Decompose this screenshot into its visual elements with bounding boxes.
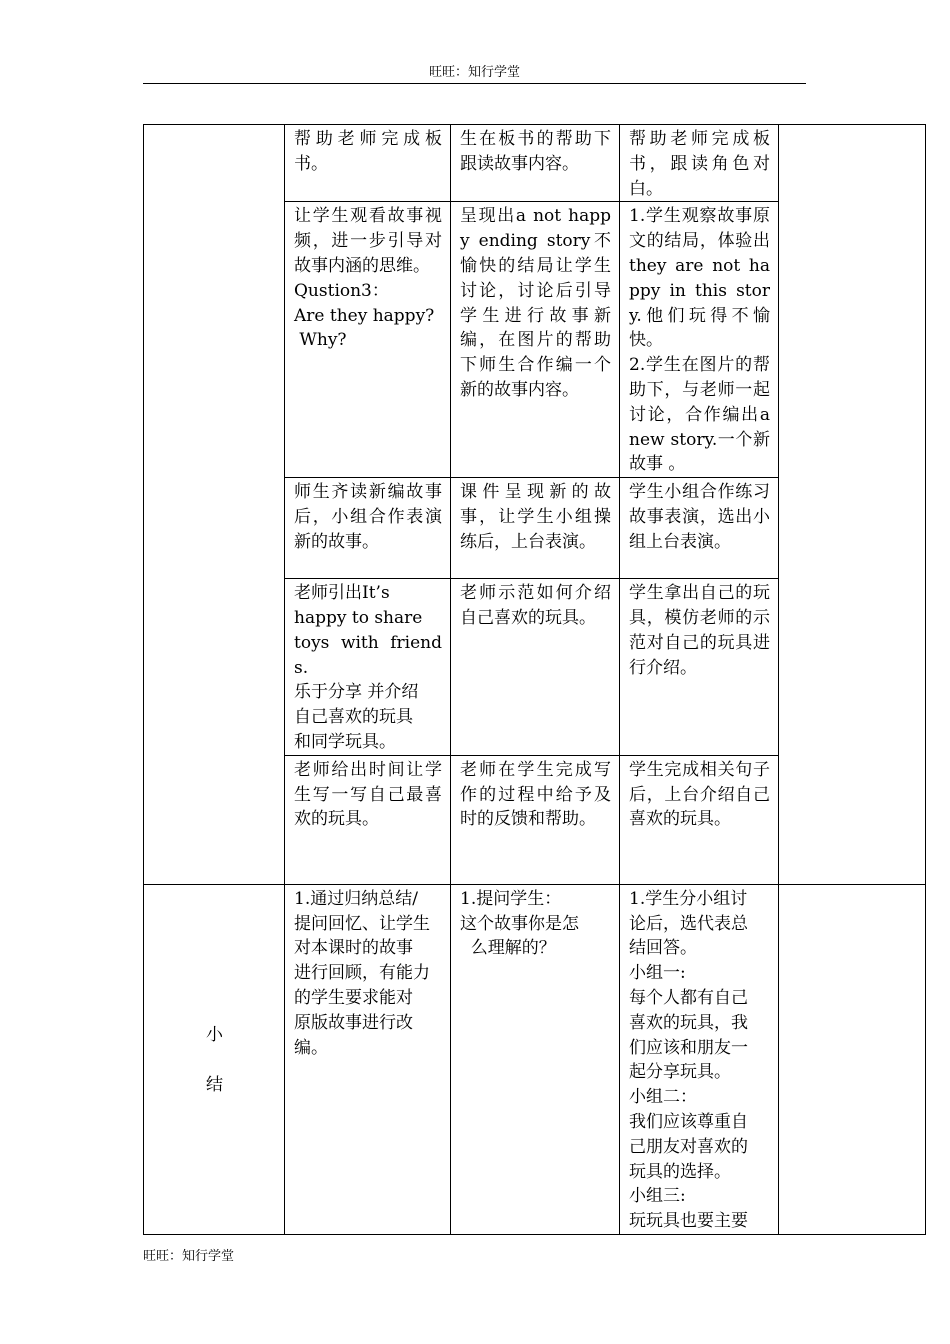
cell-line: Are they happy? xyxy=(294,305,435,326)
summary-row xyxy=(144,884,926,1234)
student-activity-cell xyxy=(620,884,779,1234)
cell-line: 们应该和朋友一 xyxy=(629,1037,748,1058)
cell-line: Why? xyxy=(294,330,347,351)
cell-line: 提问回忆、让学生 xyxy=(294,913,430,934)
cell-line: 己朋友对喜欢的 xyxy=(629,1136,748,1157)
header-rule xyxy=(143,83,806,84)
cell-line: 进行回顾，有能力 xyxy=(294,963,430,984)
table-row xyxy=(144,125,926,202)
teacher-activity-cell xyxy=(285,202,451,478)
student-activity-cell xyxy=(620,202,779,478)
method-cell: 老师示范如何介绍自己喜欢的玩具。 xyxy=(451,579,620,756)
student-activity-cell: 学生小组合作练习故事表演，选出小组上台表演。 xyxy=(620,478,779,579)
cell-line: 这个故事你是怎 xyxy=(460,913,579,934)
cell-line: 小组二： xyxy=(629,1087,697,1108)
cell-line: Qustion3： xyxy=(294,280,389,301)
cell-line: happy to share xyxy=(294,607,423,628)
student-activity-cell: 帮助老师完成板书，跟读角色对白。 xyxy=(620,125,779,202)
cell-line: 我们应该尊重自 xyxy=(629,1111,748,1132)
notes-cell xyxy=(779,884,926,1234)
cell-line: 1.学生分小组讨 xyxy=(629,888,748,909)
method-cell xyxy=(451,884,620,1234)
teacher-activity-cell: 师生齐读新编故事后，小组合作表演新的故事。 xyxy=(285,478,451,579)
cell-line: 论后，选代表总 xyxy=(629,913,748,934)
student-activity-cell: 学生完成相关句子后，上台介绍自己喜欢的玩具。 xyxy=(620,755,779,884)
cell-line: 对本课时的故事 xyxy=(294,938,413,959)
stage-label: 结 xyxy=(206,1074,223,1095)
method-cell: 课件呈现新的故事，让学生小组操练后，上台表演。 xyxy=(451,478,620,579)
teacher-activity-cell xyxy=(285,884,451,1234)
cell-line: 编。 xyxy=(294,1037,328,1058)
cell-line: 小组一: xyxy=(629,963,686,984)
cell-line: 自己喜欢的玩具 xyxy=(294,707,413,728)
method-cell: 老师在学生完成写作的过程中给予及时的反馈和帮助。 xyxy=(451,755,620,884)
cell-line: 让学生观看故事视频，进一步引导对故事内涵的思维。 xyxy=(294,206,442,276)
cell-line: 原版故事进行改 xyxy=(294,1012,413,1033)
stage-cell xyxy=(144,125,285,885)
cell-line: 2.学生在图片的帮助下，与老师一起讨论，合作编出a new story.一个新故事 。 xyxy=(629,355,770,475)
teacher-activity-cell: 老师给出时间让学生写一写自己最喜欢的玩具。 xyxy=(285,755,451,884)
notes-cell xyxy=(779,125,926,885)
cell-line: 玩具的选择。 xyxy=(629,1161,731,1182)
stage-label: 小 xyxy=(206,1024,223,1045)
cell-line: 结回答。 xyxy=(629,938,697,959)
page-header: 旺旺：知行学堂 xyxy=(428,65,520,80)
summary-stage-cell xyxy=(144,884,285,1234)
cell-line: 小组三: xyxy=(629,1186,686,1207)
cell-line: 起分享玩具。 xyxy=(629,1062,731,1083)
cell-line: 1.提问学生： xyxy=(460,888,562,909)
method-cell: 呈现出a not happy ending story不愉快的结局让学生讨论，讨论后引导学生进行故事新编，在图片的帮助下师生合作编一个新的故事内容。 xyxy=(451,202,620,478)
cell-line: 么理解的？ xyxy=(460,938,556,959)
cell-line: 的学生要求能对 xyxy=(294,987,413,1008)
cell-line: 1.通过归纳总结/ xyxy=(294,888,418,909)
cell-line: toys with friends. xyxy=(294,632,442,678)
lesson-plan-table xyxy=(143,124,926,1235)
cell-line: 乐于分享 并介绍 xyxy=(294,682,419,703)
page-footer: 旺旺：知行学堂 xyxy=(143,1249,235,1264)
cell-line: 1.学生观察故事原文的结局，体验出they are not happy in this story.他们玩得不愉快。 xyxy=(629,206,770,351)
cell-line: 喜欢的玩具，我 xyxy=(629,1012,748,1033)
teacher-activity-cell xyxy=(285,579,451,756)
student-activity-cell: 学生拿出自己的玩具，模仿老师的示范对自己的玩具进行介绍。 xyxy=(620,579,779,756)
cell-line: 玩玩具也要主要 xyxy=(629,1211,748,1232)
method-cell: 生在板书的帮助下跟读故事内容。 xyxy=(451,125,620,202)
teacher-activity-cell: 帮助老师完成板书。 xyxy=(285,125,451,202)
cell-line: 和同学玩具。 xyxy=(294,731,396,752)
cell-line: 老师引出It’s xyxy=(294,583,390,604)
cell-line: 每个人都有自己 xyxy=(629,987,748,1008)
